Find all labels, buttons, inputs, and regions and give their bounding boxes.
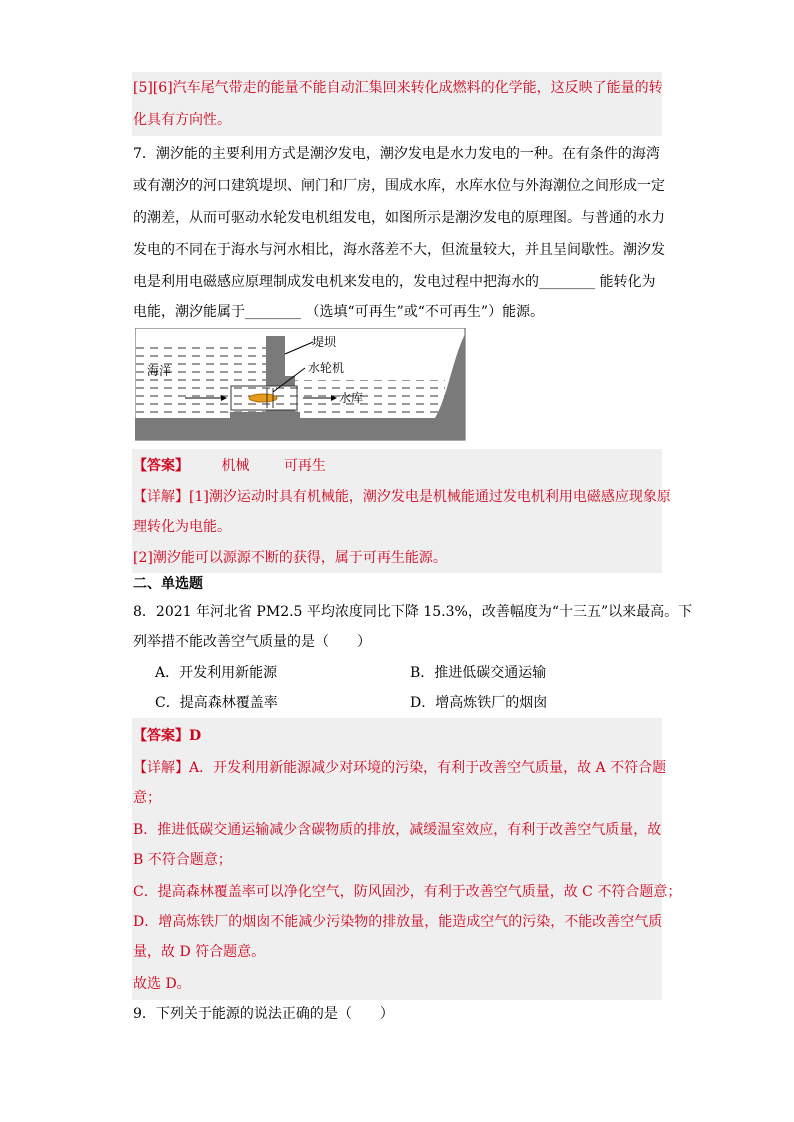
q7-line: 发电的不同在于海水与河水相比，海水落差不大，但流量较大，并且呈间歇性。潮汐发: [133, 242, 665, 258]
q7-line: 电能，潮汐能属于________ （选填“可再生”或“不可再生”）能源。: [133, 304, 545, 320]
tidal-power-diagram: [135, 328, 475, 442]
q8-detail-line: 【详解】A．开发利用新能源减少对环境的污染，有利于改善空气质量，故 A 不符合题: [133, 760, 667, 776]
label-reservoir: 水库: [339, 391, 364, 405]
q8-detail-line: 意；: [133, 790, 161, 806]
answer-1: 机械: [221, 458, 250, 474]
q9-line1: 9．下列关于能源的说法正确的是（ ）: [133, 1006, 394, 1022]
q7-answer-line: [133, 456, 326, 476]
q8-detail-line: 量，故 D 符合题意。: [133, 944, 266, 960]
answer-2: 可再生: [283, 458, 326, 474]
q8-answer: 【答案】D: [133, 728, 202, 744]
q6-detail-line2: 化具有方向性。: [133, 112, 231, 128]
q7-detail-line2: 理转化为电能。: [133, 519, 231, 535]
label-sea: 海洋: [147, 364, 172, 378]
q7-line: 7．潮汐能的主要利用方式是潮汐发电，潮汐发电是水力发电的一种。在有条件的海湾: [133, 146, 660, 162]
label-dam: 堤坝: [312, 335, 337, 349]
q7-detail-line3: [2]潮汐能可以源源不断的获得，属于可再生能源。: [133, 550, 447, 566]
q7-line: 电是利用电磁感应原理制成发电机来发电的，发电过程中把海水的________ 能转化为: [133, 274, 656, 290]
q8-detail-line: D．增高炼铁厂的烟囱不能减少污染物的排放量，能造成空气的污染，不能改善空气质: [133, 914, 663, 930]
q8-option-c: C．提高森林覆盖率: [155, 695, 278, 711]
q8-line2: 列举措不能改善空气质量的是（ ）: [133, 634, 371, 650]
q7-line: 或有潮汐的河口建筑堤坝、闸门和厂房，围成水库，水库水位与外海潮位之间形成一定: [133, 178, 665, 194]
q7-line: 的潮差，从而可驱动水轮发电机组发电，如图所示是潮汐发电的原理图。与普通的水力: [133, 210, 665, 226]
q8-option-b: B．推进低碳交通运输: [410, 665, 547, 681]
q6-detail-line1: [5][6]汽车尾气带走的能量不能自动汇集回来转化成燃料的化学能，这反映了能量的转: [133, 80, 663, 96]
q8-detail-line: B．推进低碳交通运输减少含碳物质的排放，减缓温室效应，有利于改善空气质量，故: [133, 822, 662, 838]
q7-detail-line1: 【详解】[1]潮汐运动时具有机械能，潮汐发电是机械能通过发电机利用电磁感应现象原: [133, 489, 671, 505]
reservoir-water: [295, 380, 445, 418]
q8-option-d: D．增高炼铁厂的烟囱: [410, 695, 548, 711]
q8-option-a: A．开发利用新能源: [155, 665, 278, 681]
q8-detail-line: B 不符合题意；: [133, 852, 232, 868]
q8-detail-line: 故选 D。: [133, 976, 191, 992]
section-title: 二、单选题: [133, 576, 203, 592]
answer-tag: 【答案】: [133, 458, 189, 474]
q8-line1: 8．2021 年河北省 PM2.5 平均浓度同比下降 15.3%，改善幅度为“十三五”以来最高。下: [133, 604, 693, 620]
q8-detail-line: C．提高森林覆盖率可以净化空气，防风固沙，有利于改善空气质量，故 C 不符合题意；: [133, 884, 682, 900]
label-turbine: 水轮机: [308, 361, 345, 375]
